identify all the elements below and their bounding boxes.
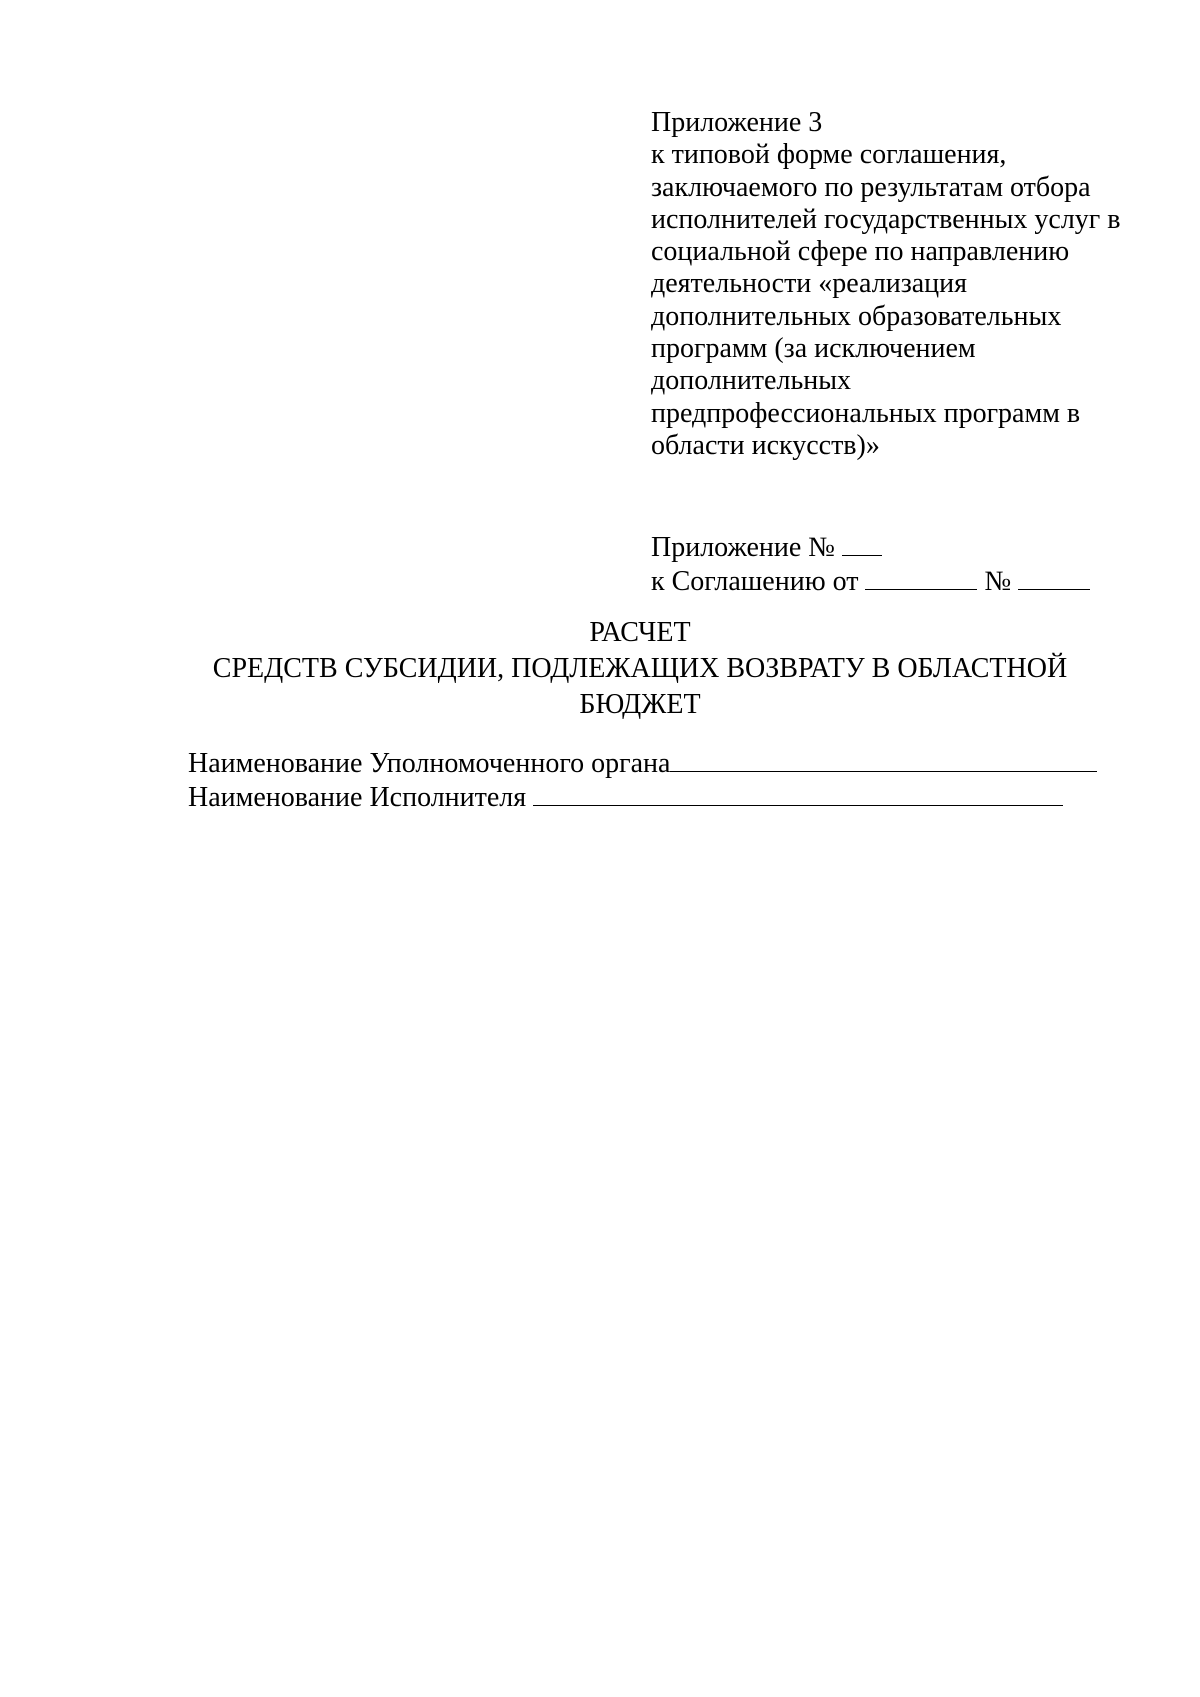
appendix-line: дополнительных (651, 365, 852, 397)
document-subtitle-line: СРЕДСТВ СУБСИДИИ, ПОДЛЕЖАЩИХ ВОЗВРАТУ В ОБЛАСТНОЙ (212, 653, 1068, 684)
authorized-body-field (188, 747, 1148, 781)
fields-block (188, 747, 1148, 815)
document-subtitle-line: БЮДЖЕТ (579, 689, 701, 720)
appendix-line: программ (за исключением (651, 333, 976, 365)
document-heading (140, 615, 1140, 723)
appendix-line: области искусств)» (651, 429, 880, 461)
appendix-line: исполнителей государственных услуг в (651, 203, 1121, 235)
appendix-number-blank[interactable] (842, 533, 882, 556)
appendix-title: Приложение 3 (651, 107, 823, 138)
executor-field (188, 781, 1148, 815)
appendix-line: заключаемого по результатам отбора (651, 171, 1091, 203)
appendix-line: к типовой форме соглашения, (651, 139, 1007, 171)
agreement-date-line (651, 565, 1151, 599)
appendix-line: дополнительных образовательных (651, 300, 1062, 332)
executor-blank[interactable] (533, 783, 1063, 806)
appendix-line: предпрофессиональных программ в (651, 397, 1081, 429)
authorized-body-blank[interactable] (670, 749, 1097, 772)
executor-label: Наименование Исполнителя (188, 782, 527, 813)
appendix-line: деятельности «реализация (651, 268, 968, 300)
appendix-header (651, 107, 1151, 462)
appendix-line: социальной сфере по направлению (651, 236, 1070, 268)
agreement-number-sign: № (984, 566, 1012, 597)
appendix-number-line (651, 531, 1151, 565)
appendix-number-label: Приложение № (651, 532, 835, 563)
document-title: РАСЧЕТ (589, 617, 691, 648)
agreement-number-blank[interactable] (1018, 567, 1090, 590)
agreement-date-label: к Соглашению от (651, 566, 859, 597)
agreement-date-blank[interactable] (865, 567, 977, 590)
agreement-appendix-header (651, 531, 1151, 599)
authorized-body-label: Наименование Уполномоченного органа (188, 748, 671, 779)
